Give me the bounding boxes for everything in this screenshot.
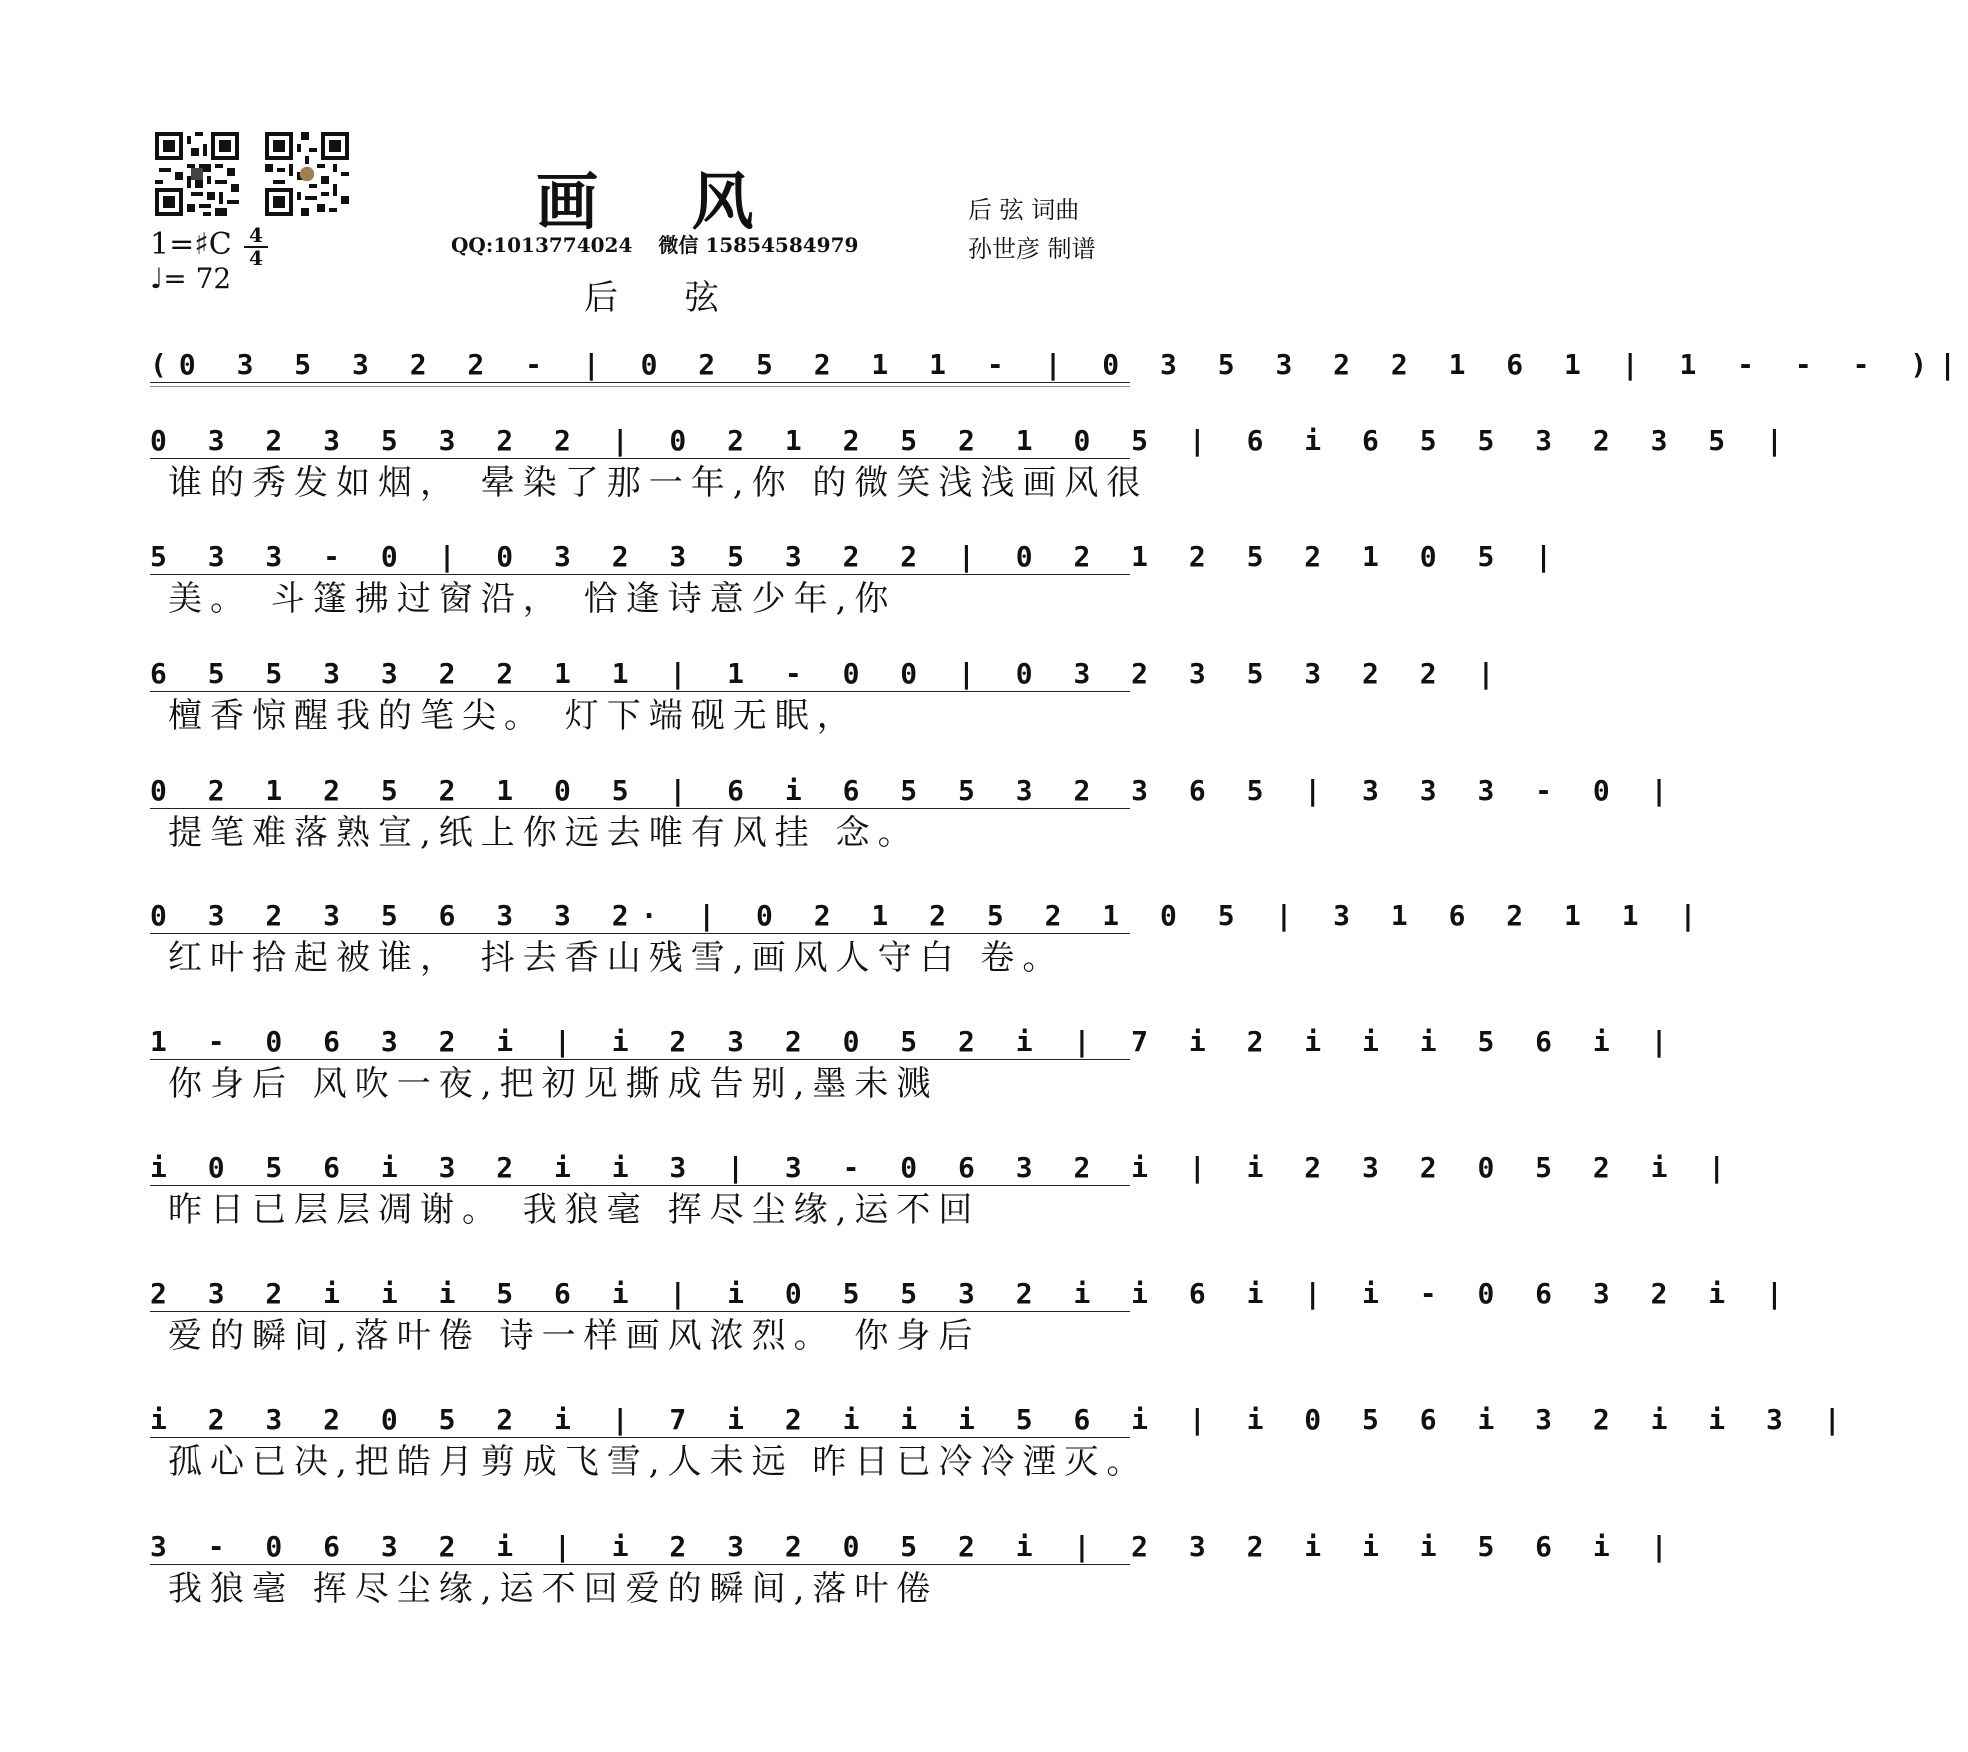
score-row: [150, 345, 1968, 385]
time-signature: 4 4: [244, 226, 268, 268]
lyrics-line: 昨日已层层凋谢。 我狼毫 挥尽尘缘,运不回: [168, 1190, 981, 1230]
beam-line: [150, 691, 1130, 692]
beam-line: [150, 808, 1130, 809]
notation-text: 0 3 2 3 5 6 3 3 2· | 0 2 1 2 5 2 1 0 5 | 3 1 6 2 1 1 |: [150, 899, 1709, 932]
notation-text: i 0 5 6 i 3 2 i i 3 | 3 - 0 6 3 2 i | i 2 3 2 0 5 2 i |: [150, 1151, 1738, 1184]
notation-line: [150, 896, 1709, 936]
notation-text: 5 3 3 - 0 | 0 3 2 3 5 3 2 2 | 0 2 1 2 5 2 1 0 5 |: [150, 540, 1565, 573]
score-row: [150, 1148, 1738, 1232]
score-row: [150, 421, 1795, 505]
credit-notation: 孙世彦 制谱: [968, 235, 1096, 263]
notation-line: [150, 654, 1507, 694]
notation-line: [150, 1022, 1680, 1062]
lyrics-line: 美。 斗篷拂过窗沿， 恰逢诗意少年,你: [168, 579, 897, 619]
lyrics-line: 谁的秀发如烟， 晕染了那一年,你 的微笑浅浅画风很: [168, 463, 1149, 503]
notation-line: [150, 1527, 1680, 1567]
score-row: [150, 1527, 1680, 1611]
notation-text: 1 - 0 6 3 2 i | i 2 3 2 0 5 2 i | 7 i 2 i i i 5 6 i |: [150, 1025, 1680, 1058]
lyrics-line: 我狼毫 挥尽尘缘,运不回爱的瞬间,落叶倦: [168, 1569, 939, 1609]
notation-text: 0 2 1 2 5 2 1 0 5 | 6 i 6 5 5 3 2 3 6 5 | 3 3 3 - 0 |: [150, 774, 1680, 807]
beam-line: [150, 1059, 1130, 1060]
notation-line: [150, 1274, 1795, 1314]
beam-line: [150, 574, 1130, 575]
notation-line: [150, 1148, 1738, 1188]
score-row: [150, 771, 1680, 855]
notation-text: 6 5 5 3 3 2 2 1 1 | 1 - 0 0 | 0 3 2 3 5 3 2 2 |: [150, 657, 1507, 690]
beam-line: [150, 458, 1130, 459]
score-row: [150, 537, 1565, 621]
score-row: [150, 1274, 1795, 1358]
key-signature: 1=♯C: [150, 227, 232, 262]
notation-line: [150, 771, 1680, 811]
credit-lyrics-music: 后 弦 词曲: [968, 196, 1080, 224]
contact-info: [451, 229, 858, 258]
notation-text: (0 3 5 3 2 2 - | 0 2 5 2 1 1 - | 0 3 5 3 2 2 1 6 1 | 1 - - - )|: [150, 348, 1968, 381]
beam-line: [150, 382, 1130, 383]
lyrics-line: 孤心已决,把皓月剪成飞雪,人未远 昨日已冷冷湮灭。: [168, 1442, 1149, 1482]
beam-line: [150, 1185, 1130, 1186]
lyrics-line: 你身后 风吹一夜,把初见撕成告别,墨未溅: [168, 1064, 939, 1104]
notation-line: [150, 1400, 1853, 1440]
beam-line: [150, 1311, 1130, 1312]
score-row: [150, 1022, 1680, 1106]
notation-line: [150, 345, 1968, 385]
beam-line: [150, 933, 1130, 934]
notation-text: 2 3 2 i i i 5 6 i | i 0 5 5 3 2 i i 6 i | i - 0 6 3 2 i |: [150, 1277, 1795, 1310]
contact-wechat: 微信 15854584979: [658, 233, 859, 257]
beam-line: [150, 386, 1130, 387]
beam-line: [150, 1437, 1130, 1438]
qr-code-right: [265, 132, 349, 216]
score-row: [150, 654, 1507, 738]
score-row: [150, 896, 1709, 980]
lyrics-line: 红叶拾起被谁， 抖去香山残雪,画风人守白 卷。: [168, 938, 1065, 978]
tempo-marking: ♩= 72: [150, 262, 232, 295]
notation-text: 0 3 2 3 5 3 2 2 | 0 2 1 2 5 2 1 0 5 | 6 i 6 5 5 3 2 3 5 |: [150, 424, 1795, 457]
notation-text: i 2 3 2 0 5 2 i | 7 i 2 i i i 5 6 i | i 0 5 6 i 3 2 i i 3 |: [150, 1403, 1853, 1436]
qr-code-left: [155, 132, 239, 216]
score-row: [150, 1400, 1853, 1484]
notation-line: [150, 537, 1565, 577]
beam-line: [150, 1564, 1130, 1565]
contact-qq: QQ:1013774024: [451, 233, 633, 257]
song-title: 画 风: [536, 165, 790, 238]
notation-line: [150, 421, 1795, 461]
notation-text: 3 - 0 6 3 2 i | i 2 3 2 0 5 2 i | 2 3 2 i i i 5 6 i |: [150, 1530, 1680, 1563]
singer-name: 后 弦: [584, 278, 747, 318]
lyrics-line: 提笔难落熟宣,纸上你远去唯有风挂 念。: [168, 813, 920, 853]
lyrics-line: 爱的瞬间,落叶倦 诗一样画风浓烈。 你身后: [168, 1316, 981, 1356]
lyrics-line: 檀香惊醒我的笔尖。 灯下端砚无眠，: [168, 696, 859, 736]
